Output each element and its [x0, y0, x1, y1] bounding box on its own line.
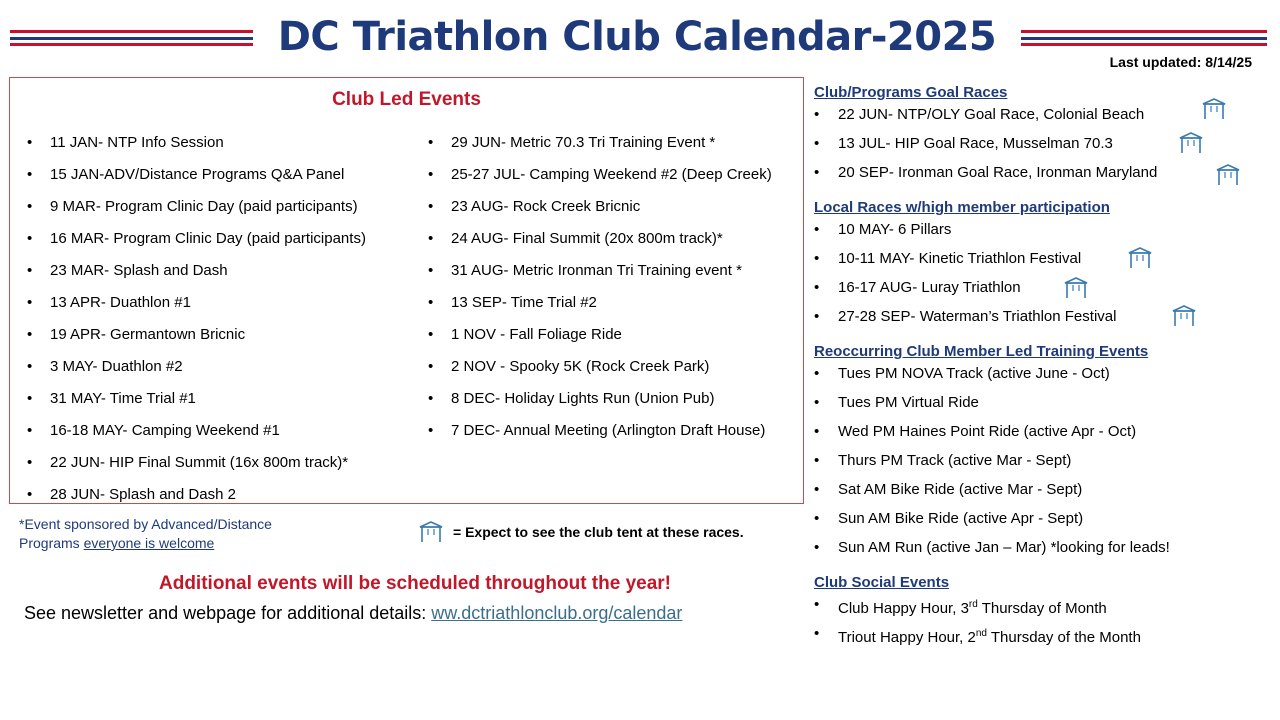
list-item: • 3 MAY- Duathlon #2 [27, 357, 427, 376]
tent-icon [1216, 164, 1240, 186]
tent-legend-text: = Expect to see the club tent at these races. [453, 524, 744, 540]
local-race-text: 10-11 MAY- Kinetic Triathlon Festival [838, 250, 1082, 267]
last-updated: Last updated: 8/14/25 [1109, 54, 1252, 70]
list-item: • 29 JUN- Metric 70.3 Tri Training Event * [428, 133, 808, 152]
list-item [814, 133, 1254, 162]
list-item: • Thurs PM Track (active Mar - Sept) [814, 450, 1254, 479]
list-item: • 31 MAY- Time Trial #1 [27, 389, 427, 408]
list-item: • Wed PM Haines Point Ride (active Apr - Oct) [814, 421, 1254, 450]
sponsor-note-line2 [19, 534, 272, 553]
club-events-right-list [428, 133, 808, 453]
list-item: • 8 DEC- Holiday Lights Run (Union Pub) [428, 389, 808, 408]
local-race-text: 10 MAY- 6 Pillars [838, 221, 952, 238]
details-line [24, 603, 682, 624]
tent-icon [1064, 277, 1088, 299]
local-race-text: 16-17 AUG- Luray Triathlon [838, 279, 1021, 296]
list-item: • Tues PM NOVA Track (active June - Oct) [814, 363, 1254, 392]
ordinal-suffix: rd [968, 599, 978, 610]
list-item: • 2 NOV - Spooky 5K (Rock Creek Park) [428, 357, 808, 376]
goal-races-heading: Club/Programs Goal Races [814, 84, 1008, 101]
ordinal-suffix: nd [975, 628, 987, 639]
list-item [814, 594, 1254, 623]
list-item: • 23 AUG- Rock Creek Bricnic [428, 197, 808, 216]
social-text: Club Happy Hour, 3 [838, 600, 969, 617]
recurring-events-heading: Reoccurring Club Member Led Training Events [814, 343, 1149, 360]
list-item [814, 219, 1254, 248]
tent-icon [1202, 98, 1226, 120]
recurring-events-list [814, 363, 1254, 566]
tent-icon [1128, 247, 1152, 269]
club-led-events-box [9, 77, 804, 504]
list-item: • 9 MAR- Program Clinic Day (paid participants) [27, 197, 427, 216]
social-text: Triout Happy Hour, 2 [838, 629, 976, 646]
list-item: • 23 MAR- Splash and Dash [27, 261, 427, 280]
right-column [814, 82, 1254, 652]
tent-legend [419, 521, 744, 543]
list-item [814, 623, 1254, 652]
list-item: • Sun AM Run (active Jan – Mar) *looking for leads! [814, 537, 1254, 566]
goal-races-list [814, 104, 1254, 191]
additional-events-text: Additional events will be scheduled throughout the year! [159, 573, 671, 594]
tent-icon [1172, 305, 1196, 327]
local-race-text: 27-28 SEP- Waterman’s Triathlon Festival [838, 308, 1117, 325]
list-item: • 31 AUG- Metric Ironman Tri Training event * [428, 261, 808, 280]
list-item: • Sun AM Bike Ride (active Apr - Sept) [814, 508, 1254, 537]
list-item [814, 277, 1254, 306]
list-item: • Sat AM Bike Ride (active Mar - Sept) [814, 479, 1254, 508]
calendar-link[interactable]: ww.dctriathlonclub.org/calendar [431, 603, 683, 623]
details-prefix: See newsletter and webpage for additional details: [24, 603, 432, 623]
social-events-list [814, 594, 1254, 652]
list-item: • 16-18 MAY- Camping Weekend #1 [27, 421, 427, 440]
list-item: • 28 JUN- Splash and Dash 2 [27, 485, 427, 504]
list-item: • 16 MAR- Program Clinic Day (paid participants) [27, 229, 427, 248]
page-title: DC Triathlon Club Calendar-2025 [277, 14, 997, 60]
social-events-heading: Club Social Events [814, 574, 950, 591]
club-events-left-list [27, 133, 427, 517]
local-races-heading: Local Races w/high member participation [814, 199, 1110, 216]
header-stripe-right [1021, 30, 1267, 50]
list-item [814, 104, 1254, 133]
list-item: • 15 JAN-ADV/Distance Programs Q&A Panel [27, 165, 427, 184]
list-item [814, 162, 1254, 191]
list-item: • 13 SEP- Time Trial #2 [428, 293, 808, 312]
goal-race-text: 13 JUL- HIP Goal Race, Musselman 70.3 [838, 135, 1113, 152]
list-item: • Tues PM Virtual Ride [814, 392, 1254, 421]
list-item: • 1 NOV - Fall Foliage Ride [428, 325, 808, 344]
list-item: • 22 JUN- HIP Final Summit (16x 800m track)* [27, 453, 427, 472]
sponsor-note-line1: *Event sponsored by Advanced/Distance [19, 516, 272, 532]
social-text: Thursday of Month [977, 600, 1107, 617]
header-stripe-left [10, 30, 253, 50]
list-item [814, 248, 1254, 277]
club-led-events-title: Club Led Events [332, 89, 481, 110]
list-item: • 25-27 JUL- Camping Weekend #2 (Deep Creek) [428, 165, 808, 184]
tent-icon [1179, 132, 1203, 154]
sponsor-note [19, 515, 272, 553]
list-item: • 7 DEC- Annual Meeting (Arlington Draft House) [428, 421, 808, 440]
list-item [814, 306, 1254, 335]
list-item: • 19 APR- Germantown Bricnic [27, 325, 427, 344]
goal-race-text: 22 JUN- NTP/OLY Goal Race, Colonial Beach [838, 106, 1145, 123]
list-item: • 11 JAN- NTP Info Session [27, 133, 427, 152]
goal-race-text: 20 SEP- Ironman Goal Race, Ironman Maryland [838, 164, 1158, 181]
list-item: • 13 APR- Duathlon #1 [27, 293, 427, 312]
tent-icon [419, 521, 443, 543]
sponsor-note-prefix: Programs [19, 535, 84, 551]
list-item: • 24 AUG- Final Summit (20x 800m track)* [428, 229, 808, 248]
social-text: Thursday of the Month [986, 629, 1141, 646]
everyone-welcome-text: everyone is welcome [83, 535, 215, 551]
local-races-list [814, 219, 1254, 335]
